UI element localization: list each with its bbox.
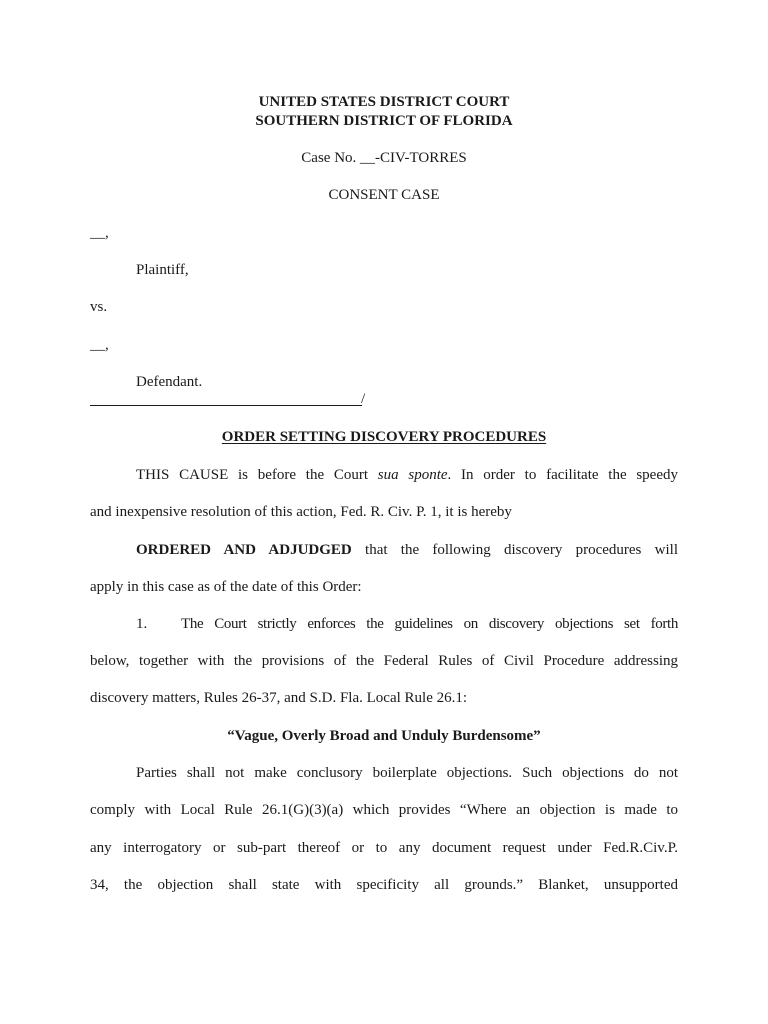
item-1-line-3: discovery matters, Rules 26-37, and S.D. Fla. Local Rule 26.1: bbox=[90, 690, 468, 706]
order-title-text: ORDER SETTING DISCOVERY PROCEDURES bbox=[221, 429, 547, 445]
item-1-line-2: below, together with the provisions of the Federal Rules of Civil Procedure addressing bbox=[90, 653, 678, 669]
p1-italic: sua sponte bbox=[377, 467, 448, 483]
paragraph-3-line-2: comply with Local Rule 26.1(G)(3)(a) which provides “Where an objection is made to bbox=[90, 802, 678, 818]
plaintiff-name: __, bbox=[90, 225, 109, 241]
paragraph-1-line-1 bbox=[136, 467, 678, 484]
defendant-label: Defendant. bbox=[136, 374, 203, 390]
order-title bbox=[0, 429, 768, 446]
paragraph-2-line-2: apply in this case as of the date of this Order: bbox=[90, 579, 362, 595]
district-name: SOUTHERN DISTRICT OF FLORIDA bbox=[255, 113, 513, 129]
paragraph-1-line-2: and inexpensive resolution of this action, Fed. R. Civ. P. 1, it is hereby bbox=[90, 504, 512, 520]
p2-rest: that the following discovery procedures will bbox=[351, 542, 679, 558]
item-1-line-1: The Court strictly enforces the guidelines on discovery objections set forth bbox=[181, 616, 678, 632]
court-name: UNITED STATES DISTRICT COURT bbox=[258, 94, 510, 110]
caption-slash: / bbox=[361, 391, 366, 407]
p1-text-b: . In order to facilitate the speedy bbox=[447, 467, 678, 483]
section-heading: “Vague, Overly Broad and Unduly Burdensome” bbox=[227, 728, 541, 744]
plaintiff-label: Plaintiff, bbox=[136, 262, 189, 278]
paragraph-3-line-1: Parties shall not make conclusory boilerplate objections. Such objections do not bbox=[136, 765, 678, 781]
paragraph-3-line-3: any interrogatory or sub-part thereof or to any document request under Fed.R.Civ.P. bbox=[90, 840, 678, 856]
defendant-name: __, bbox=[90, 337, 109, 353]
case-type: CONSENT CASE bbox=[328, 187, 440, 203]
versus: vs. bbox=[90, 299, 108, 315]
p1-text-a: THIS CAUSE is before the Court bbox=[136, 467, 378, 483]
caption-separator-line bbox=[90, 405, 362, 406]
ordered-and-adjudged: ORDERED AND ADJUDGED bbox=[136, 542, 352, 558]
paragraph-3-line-4: 34, the objection shall state with specificity all grounds.” Blanket, unsupported bbox=[90, 877, 678, 893]
paragraph-2-line-1 bbox=[136, 542, 678, 559]
case-number: Case No. __-CIV-TORRES bbox=[301, 150, 467, 166]
item-1-number: 1. bbox=[136, 616, 148, 632]
